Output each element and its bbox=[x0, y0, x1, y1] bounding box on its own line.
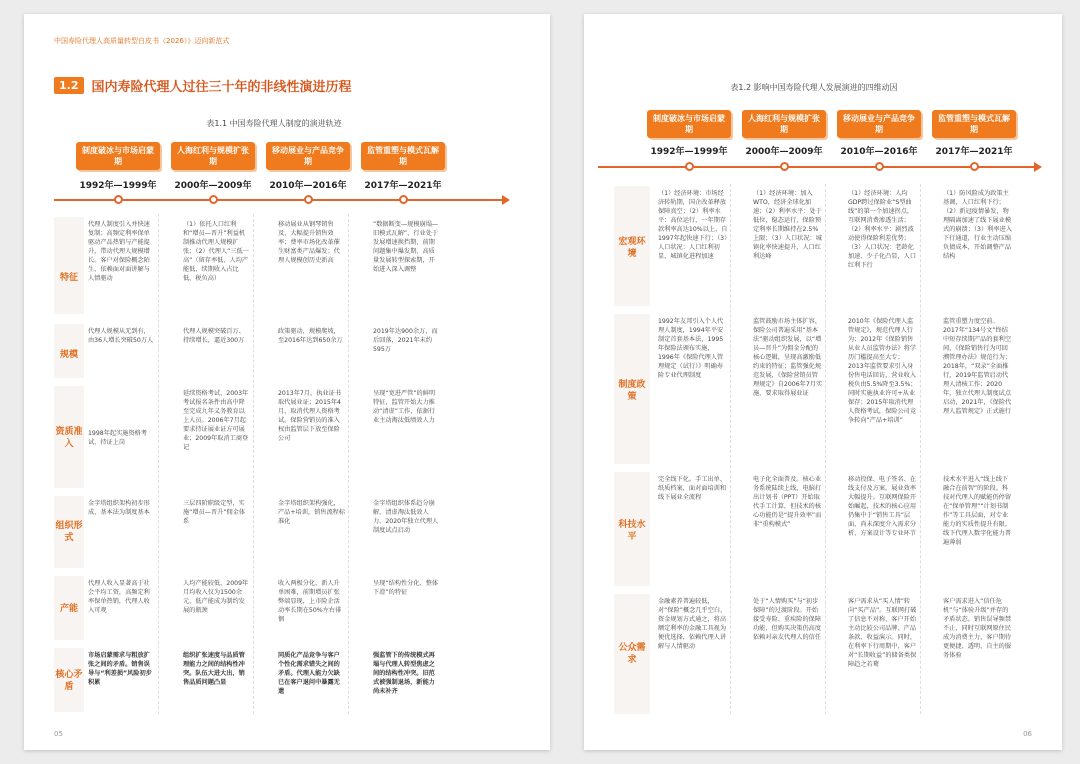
table-cell: 金字塔组织体系趋分崩解，清虚淘汰低效人力，2020年独立代理人制度试点启动 bbox=[373, 500, 439, 534]
table-cell: “数据断变—规模崩塌—旧模式瓦解”，行业处于发展增速换挡期、前期问题集中爆发期、高质量发展转型探索期，开始进入深入调整 bbox=[373, 221, 439, 273]
table-cell: 市场启蒙需求与粗放扩张之间的矛盾。销售误导与“利差损”风险初步积累 bbox=[88, 652, 152, 686]
phase-column bbox=[932, 110, 1016, 157]
table-caption: 表1.2 影响中国寿险代理人发展演进的四维动因 bbox=[730, 83, 898, 92]
phase-badge: 监管重塑与模式瓦解期 bbox=[932, 110, 1016, 138]
phase-years: 2000年—2009年 bbox=[745, 147, 823, 157]
timeline-dot bbox=[970, 162, 979, 171]
section-heading bbox=[54, 76, 352, 95]
phase-column bbox=[171, 142, 255, 191]
timeline-arrow-icon bbox=[502, 195, 510, 205]
column-divider bbox=[158, 214, 159, 714]
phase-badge: 移动展业与产品竞争期 bbox=[266, 142, 350, 170]
phase-years: 2010年—2016年 bbox=[269, 181, 347, 191]
timeline-dot bbox=[304, 195, 313, 204]
table-cell: 代理人规模从无到有，由36人增长突破50万人 bbox=[88, 328, 154, 344]
table-cell: 客户需求从“买人情”转向“买产品”。互联网打破了信息不对称，客户开始主动比较公司品牌、产品条款、收益演示。同时，在利率下行周期中，客户对“长期收益”的储备类保障趋之若鹜 bbox=[848, 598, 917, 668]
column-divider bbox=[348, 214, 349, 714]
phase-badge: 移动展业与产品竞争期 bbox=[837, 110, 921, 138]
table-cell: 组织扩张速度与品质管理能力之间的结构性冲突。队伍大进大出，销售品质问题凸显 bbox=[183, 652, 245, 686]
table-cell: （1）经济环境：市场经济转轨期，国企改革释放保障真空；（2）利率水平：高位运行，一年期存款利率高达10%以上，自1997年起快速下行；（3）人口状况：人口红利初显，城镇化进程加速 bbox=[658, 190, 728, 260]
timeline-dot bbox=[685, 162, 694, 171]
table-cell: 金字塔组织架构强化，产品+培训，销售流程标准化 bbox=[278, 500, 346, 525]
timeline-dot bbox=[780, 162, 789, 171]
table-cell: 监管重塑力度空前。2017年“134号文”终结中短存续期产品的套利空间，《保险销售行为可回溯管理办法》规范行为；2018年，“双录”全面推行，2019年监管启动代理人清核工作；2020年，独立代理人制度试点启动，2021年，《保险代理人监管规定》正式施行 bbox=[943, 318, 1012, 415]
table-cell: 客户需求进入“信任危机”与“体验升级”并存的矛盾状态。销售误导频禁不止，同时互联网原住民成为消费主力，客户期待更便捷、透明、自主的服务体验 bbox=[943, 598, 1012, 659]
phase-badge: 制度破冰与市场启蒙期 bbox=[647, 110, 731, 138]
timeline-arrow-icon bbox=[1034, 162, 1042, 172]
phase-column bbox=[647, 110, 731, 157]
row-label: 公众需求 bbox=[618, 643, 646, 665]
page-number: 06 bbox=[1023, 730, 1032, 738]
timeline-dot bbox=[209, 195, 218, 204]
table-cell: 同质化产品竞争与客户个性化需求错失之间的矛盾。代理人能力欠缺已在客户退问中暴露无遗 bbox=[278, 652, 340, 695]
table-cell: 处于“人情购买”与“初步保障”的过渡阶段。开始接受寿险、重疾险的保障功能，但购买决策仍高度依赖对亲友代理人的信任 bbox=[753, 598, 822, 641]
table-cell: 2013年7月，执业证书取代展业证；2015年4月，取消代理人资格考试。保险营销员的准入权由监管层下放至保险公司 bbox=[278, 390, 341, 442]
phase-column bbox=[742, 110, 826, 157]
table-cell: （1）防风险成为政策主基调，人口红利下行；（2）新冠疫情暴发，物理隔离加速了线下展业模式的崩溃；（3）利率进入下行通道，行业主动压缩负债成本，开始调整产品结构 bbox=[943, 190, 1012, 260]
table-cell: 呈现“宽进严管”的鲜明特征，监管开始大力推动“清虚”工作，依据行业主动淘汰低绩效人力 bbox=[373, 390, 436, 424]
table-cell: （1）依托人口红利和“增员—晋升”利益机制推动代理人规模扩张；（2）代理人“三低一高”（留存率低、人均产能低、续期收入占比低、税负高） bbox=[183, 221, 249, 282]
phase-column bbox=[76, 142, 160, 191]
timeline-dot bbox=[875, 162, 884, 171]
timeline-dot bbox=[114, 195, 123, 204]
table-cell: 1992年友邦引入个人代理人制度，1994年平安制定首套基本法，1995年保险法颁布实施，1996年《保险代理人管理规定（试行）》明确寿险专业代理制度 bbox=[658, 318, 724, 379]
phase-column bbox=[837, 110, 921, 157]
phase-years: 2010年—2016年 bbox=[840, 147, 918, 157]
row-label: 制度政策 bbox=[618, 380, 646, 402]
table-cell: 强监管下的传统模式再塌与代理人转型焦虑之间的结构性冲突。旧范式被强制退场，新能力尚未补齐 bbox=[373, 652, 435, 695]
table-cell: 监管鼓励市场主体扩容，保险公司普遍采用“基本法”驱动组织发展，以“增员—晋升”为佣金分配的核心逻辑，呈现高激励低约束的特征；监管强化规范发展，《保险营销员管理规定》自2006年7月实施，要求取得展业证 bbox=[753, 318, 823, 397]
table-cell: 人均产能较低，2009年月均收入仅为1500余元，低产能成为制约发展的瓶颈 bbox=[183, 580, 249, 614]
table-cell: 技术水平进入“线上线下融合在前智”的阶段。科技对代理人的赋能仍停留在“保单管理”“计划书制作”等工具层面，对专业能力的实质性提升有限。线下代理人数字化能力普遍薄弱 bbox=[943, 476, 1012, 546]
table-cell: （1）经济环境：加入WTO，经济全球化加速；（2）利率水平：处于低位，稳态运行，保险预定利率长期维持在2.5%上限；（3）人口状况：城镇化率快速提升，人口红利达峰 bbox=[753, 190, 822, 260]
document-spread bbox=[14, 14, 1066, 750]
table-cell: 代理人制度引入并快速复制；高频定利率保单驱动产品热销与产能提升，带动代理人规模增长。客户对保险概念陌生，依赖面对面讲解与人情驱动 bbox=[88, 221, 150, 282]
column-divider bbox=[920, 184, 921, 714]
table-cell: 三层四阶职级定型，实施“增员—晋升”佣金体系 bbox=[183, 500, 246, 525]
left-page bbox=[24, 14, 550, 750]
right-page bbox=[584, 14, 1062, 750]
table-cell: 电子化全面普及。核心业务系统陆续上线，电脑打出计划书（PPT）开始取代手工计算，但技术的核心功能仍是“提升效率”而非“重构模式” bbox=[753, 476, 822, 528]
row-label: 资质准入 bbox=[55, 427, 83, 449]
table-cell: 代理人规模突破百万、持续增长，逼近300万 bbox=[183, 328, 245, 344]
phase-years: 2000年—2009年 bbox=[174, 181, 252, 191]
phase-column bbox=[361, 142, 445, 191]
phase-years: 2017年—2021年 bbox=[364, 181, 442, 191]
phase-years: 1992年—1999年 bbox=[650, 147, 728, 157]
table-cell: （1）经济环境：人均GDP跨过保险业“S型曲线”的第一个加速拐点，互联网消费渗透生活；（2）利率水平：剧烈波动使得保险利差优势；（3）人口状况：老龄化加速、少子化凸显，人口红利下行 bbox=[848, 190, 917, 269]
phase-badge: 制度破冰与市场启蒙期 bbox=[76, 142, 160, 170]
running-header: 中国寿险代理人高质量转型白皮书（2026）》迈向新范式 bbox=[54, 37, 230, 45]
section-number: 1.2 bbox=[54, 77, 84, 94]
row-label: 核心矛盾 bbox=[55, 670, 83, 692]
row-label-bg bbox=[54, 217, 84, 314]
phase-badge: 人海红利与规模扩张期 bbox=[171, 142, 255, 170]
table-cell: 2019年达900余万，而后回落，2021年末约595万 bbox=[373, 328, 438, 353]
row-label: 特征 bbox=[59, 273, 78, 283]
table-cell: 1998年起实施资格考试，持证上岗 bbox=[88, 430, 148, 446]
phase-years: 1992年—1999年 bbox=[79, 181, 157, 191]
section-title: 国内寿险代理人过往三十年的非线性演进历程 bbox=[91, 80, 352, 95]
table-caption: 表1.1 中国寿险代理人制度的演进轨迹 bbox=[206, 119, 342, 128]
column-divider bbox=[825, 184, 826, 714]
phase-column bbox=[266, 142, 350, 191]
table-cell: 金字塔组织架构初步形成，基本法为制度基本 bbox=[88, 500, 150, 516]
row-label: 组织形式 bbox=[55, 521, 83, 543]
table-cell: 延续资格考试，2003年考试报名条件由高中降至完成九年义务教育以上人员。2006年7月起要求持证展业证方可展业；2009年取消工商登记 bbox=[183, 390, 249, 451]
table-cell: 代理人收入显著高于社会平均工资，高频定利率保单热销，代理人收入可观 bbox=[88, 580, 150, 614]
table-cell: 政策驱动，规模爬坡，至2016年达到650余万 bbox=[278, 328, 343, 344]
table-cell: 移动投保、电子签名、在线支付及方案，展业效率大幅提升。互联网保险开始崛起，技术的核心应用仍集中于“销售工具”层面，尚未深度介入需求分析、方案设计等专业环节 bbox=[848, 476, 917, 537]
timeline-dot bbox=[399, 195, 408, 204]
table-cell: 移动展业从钢琴销售及、大幅提升销售效率；费率市场化改革催生财富类产品爆发；代理人规模创历史新高 bbox=[278, 221, 340, 264]
table-cell: 呈现“结构性分化、整体下滑”的特征 bbox=[373, 580, 439, 596]
column-divider bbox=[730, 184, 731, 714]
table-cell: 收入两极分化，新人升单困难，前期增员扩张弊端显现，上市险企活动率长期在50%左右徘徊 bbox=[278, 580, 342, 623]
row-label: 产能 bbox=[59, 604, 78, 614]
table-cell: 2010年《保险代理人监管规定》，规范代理人行为；2012年《保险销售从业人员监管办法》将学历门槛提高至大专；2013年监管要求引入身份售电话回访，营业收入税负由5.5%降至3.5%；同时实施执业许可+从业保存；2015年取消代理人资格考试，保险公司竞争转向“产品+培训” bbox=[848, 318, 917, 424]
row-label: 规模 bbox=[59, 350, 78, 360]
phase-badge: 监管重塑与模式瓦解期 bbox=[361, 142, 445, 170]
table-cell: 完全线下化。手工出单、纸质档案，面对面培训和线下展业全流程 bbox=[658, 476, 727, 501]
phase-years: 2017年—2021年 bbox=[935, 147, 1013, 157]
table-cell: 金融素养普遍较低，对“保险”概念几乎空白，资金规划方式通之，将高额定利率的金融工具视为便优选择，依赖代理人讲解与人情驱动 bbox=[658, 598, 727, 650]
page-number: 05 bbox=[54, 730, 63, 738]
row-label: 科技水平 bbox=[618, 520, 646, 542]
phase-badge: 人海红利与规模扩张期 bbox=[742, 110, 826, 138]
column-divider bbox=[253, 214, 254, 714]
row-label: 宏观环境 bbox=[618, 237, 646, 259]
